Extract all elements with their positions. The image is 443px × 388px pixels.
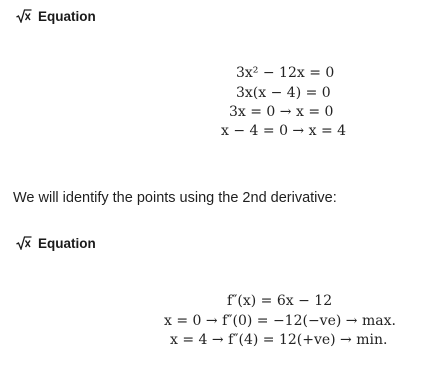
- sqrt-x-icon: [16, 9, 32, 23]
- equation-line: x = 4 → f″(4) = 12(+ve) → min.: [170, 332, 388, 348]
- equation-line: x = 0 → f″(0) = −12(−ve) → max.: [164, 313, 396, 329]
- equation-line: 3x² − 12x = 0: [236, 65, 335, 81]
- equation-line: x − 4 = 0 → x = 4: [221, 123, 347, 139]
- explanation-text: We will identify the points using the 2nd derivative:: [13, 190, 337, 206]
- equation-line: 3x(x − 4) = 0: [236, 85, 331, 101]
- equation-header-label: Equation: [38, 8, 96, 24]
- equation-header-2: [16, 234, 96, 252]
- equation-header-1: [16, 7, 96, 25]
- equation-line: f″(x) = 6x − 12: [227, 293, 333, 309]
- equation-line: 3x = 0 → x = 0: [229, 104, 334, 120]
- sqrt-x-icon: [16, 236, 32, 250]
- equation-header-label: Equation: [38, 235, 96, 251]
